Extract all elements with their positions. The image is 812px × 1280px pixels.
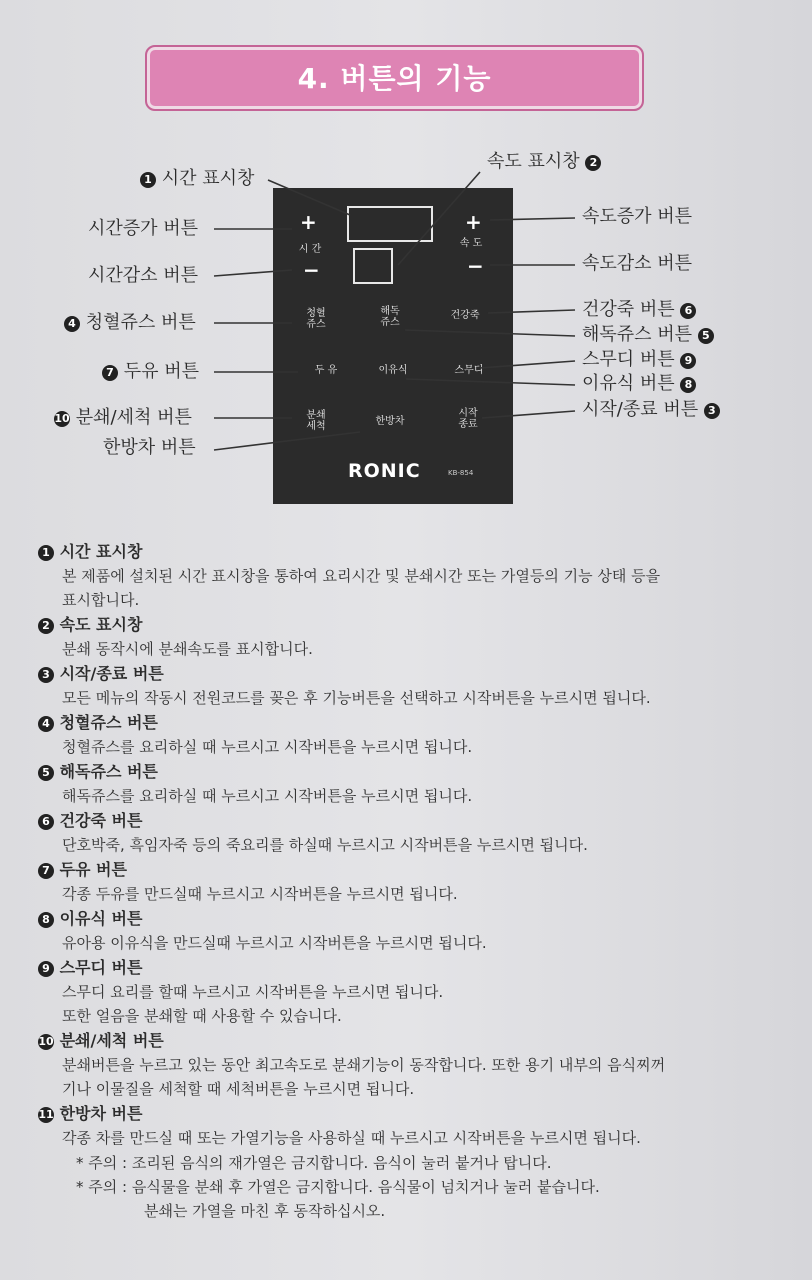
juice2-button[interactable]: 해독 쥬스: [380, 306, 400, 328]
callout-grind: 10 분쇄/세척 버튼: [54, 407, 192, 428]
callout-time-up: 시간증가 버튼: [88, 218, 199, 239]
callout-porridge: 건강죽 버튼 6: [582, 299, 696, 321]
callout-speed-down: 속도감소 버튼: [582, 253, 693, 274]
time-down-button[interactable]: −: [303, 258, 320, 282]
brand-logo: RONIC: [348, 460, 421, 482]
smoothie-button[interactable]: 스무디: [454, 365, 484, 376]
callout-juice2: 해독쥬스 버튼 5: [582, 324, 714, 346]
model-number: KB-854: [448, 469, 474, 477]
time-up-button[interactable]: +: [300, 210, 317, 234]
description-item: 10 분쇄/세척 버튼 분쇄버튼을 누르고 있는 동안 최고속도로 분쇄기능이 동작합니다. 또한 용기 내부의 음식찌꺼 기나 이물질을 세척할 때 세척버튼을 누르시면 됩니다.: [38, 1031, 666, 1098]
callout-time-display: 1 시간 표시창: [140, 168, 254, 190]
description-item: 4 청혈쥬스 버튼 청혈쥬스를 요리하실 때 누르시고 시작버튼을 누르시면 됩니다.: [38, 711, 778, 759]
callout-soymilk: 7 두유 버튼: [102, 361, 199, 383]
callout-number: 1: [140, 172, 156, 188]
description-item: 9 스무디 버튼 스무디 요리를 할때 누르시고 시작버튼을 누르시면 됩니다. 또한 얼음을 분쇄할 때 사용할 수 있습니다.: [38, 956, 778, 1028]
callout-speed-up: 속도증가 버튼: [582, 206, 693, 227]
caution-note: * 주의 : 음식물을 분쇄 후 가열은 금지합니다. 음식물이 넘치거나 눌러 붙습니다.: [76, 1178, 600, 1196]
callout-time-down: 시간감소 버튼: [88, 265, 199, 286]
callout-juice1: 4 청혈쥬스 버튼: [64, 312, 196, 334]
soymilk-button[interactable]: 두 유: [314, 365, 338, 376]
start-stop-button[interactable]: 시작 종료: [458, 408, 478, 430]
description-item: 1 시간 표시창 본 제품에 설치된 시간 표시창을 통하여 요리시간 및 분쇄시간 또는 가열등의 기능 상태 등을 표시합니다.: [38, 540, 778, 612]
callout-speed-display: 속도 표시창 2: [487, 151, 601, 173]
juice1-button[interactable]: 청혈 쥬스: [306, 308, 326, 330]
time-label: 시 간: [298, 244, 322, 255]
porridge-button[interactable]: 건강죽: [450, 310, 480, 321]
description-list: [38, 540, 778, 1223]
herbal-tea-button[interactable]: 한방차: [375, 416, 405, 427]
description-item: 7 두유 버튼 각종 두유를 만드실때 누르시고 시작버튼을 누르시면 됩니다.: [38, 858, 778, 906]
description-item: 5 해독쥬스 버튼 해독쥬스를 요리하실 때 누르시고 시작버튼을 누르시면 됩니다.: [38, 760, 778, 808]
speed-up-button[interactable]: +: [465, 210, 482, 234]
description-item: 8 이유식 버튼 유아용 이유식을 만드실때 누르시고 시작버튼을 누르시면 됩니다.: [38, 907, 778, 955]
callout-babyfood: 이유식 버튼 8: [582, 373, 696, 395]
speed-label: 속 도: [459, 238, 483, 249]
babyfood-button[interactable]: 이유식: [378, 365, 408, 376]
speed-down-button[interactable]: −: [467, 254, 484, 278]
grind-clean-button[interactable]: 분쇄 세척: [306, 410, 326, 432]
callout-start-stop: 시작/종료 버튼 3: [582, 399, 720, 421]
description-item: 6 건강죽 버튼 단호박죽, 흑임자죽 등의 죽요리를 하실때 누르시고 시작버튼을 누르시면 됩니다.: [38, 809, 778, 857]
description-item: 3 시작/종료 버튼 모든 메뉴의 작동시 전원코드를 꽂은 후 기능버튼을 선택하고 시작버튼을 누르시면 됩니다.: [38, 662, 778, 710]
caution-note: * 주의 : 조리된 음식의 재가열은 금지합니다. 음식이 눌러 붙거나 탑니다.: [76, 1154, 552, 1172]
callout-tea: 한방차 버튼: [103, 437, 196, 458]
caution-note-continued: 분쇄는 가열을 마친 후 동작하십시오.: [144, 1202, 386, 1220]
description-item: 2 속도 표시창 분쇄 동작시에 분쇄속도를 표시합니다.: [38, 613, 778, 661]
description-item: 11 한방차 버튼 각종 차를 만드실 때 또는 가열기능을 사용하실 때 누르시고 시작버튼을 누르시면 됩니다.: [38, 1104, 641, 1147]
callout-smoothie: 스무디 버튼 9: [582, 349, 696, 371]
section-title: 4. 버튼의 기능: [297, 62, 492, 95]
